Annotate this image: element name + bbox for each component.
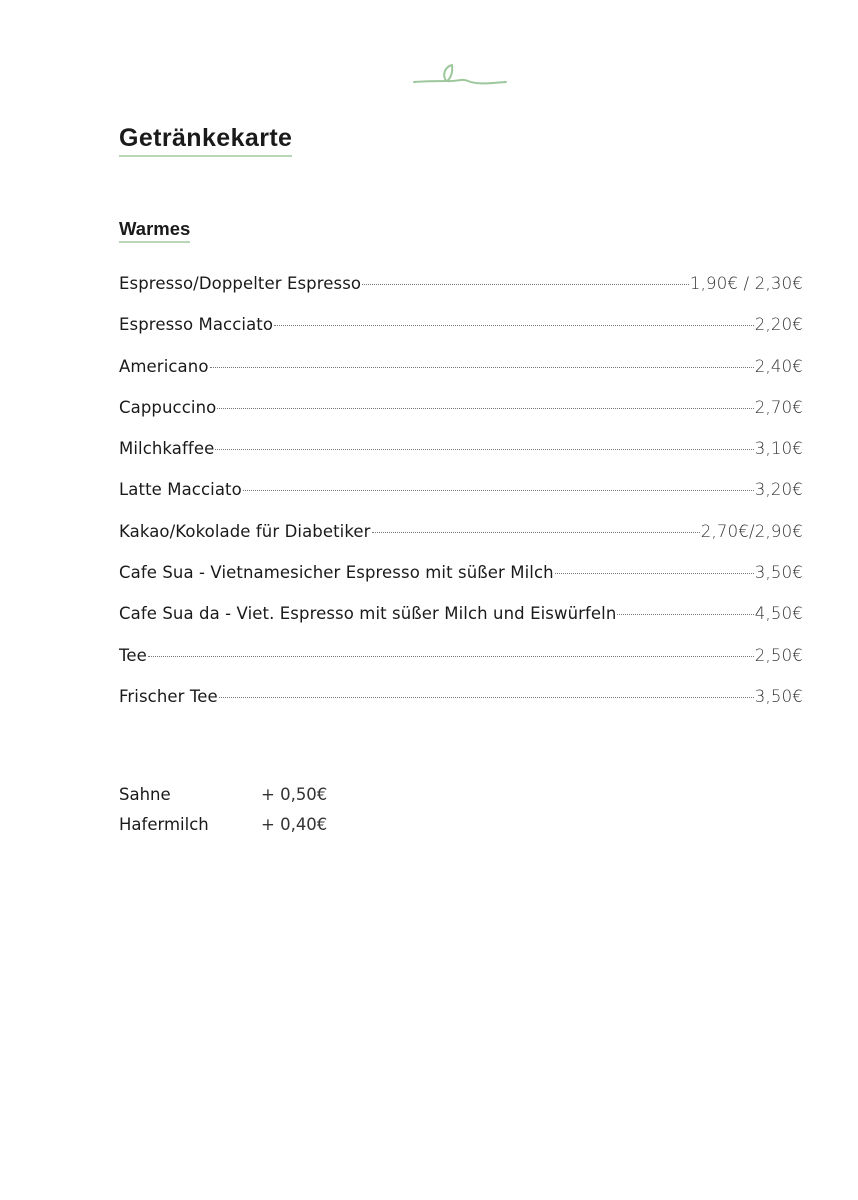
dot-leader <box>555 573 754 574</box>
item-price: 3,50€ <box>754 686 803 706</box>
item-price: 2,20€ <box>754 315 803 335</box>
dot-leader <box>219 697 754 698</box>
dot-leader <box>617 614 753 615</box>
dot-leader <box>362 284 689 285</box>
dot-leader <box>210 367 754 368</box>
menu-item <box>119 593 803 634</box>
menu-item <box>119 469 803 510</box>
item-name: Tee <box>119 645 147 665</box>
menu-item <box>119 676 803 717</box>
item-name: Cafe Sua - Vietnamesicher Espresso mit süßer Milch <box>119 563 554 583</box>
page-title: Getränkekarte <box>119 122 292 157</box>
section-title-warmes: Warmes <box>119 218 190 243</box>
item-price: 4,50€ <box>754 604 803 624</box>
menu-item <box>119 428 803 469</box>
item-price: 3,10€ <box>754 439 803 459</box>
item-name: Milchkaffee <box>119 439 215 459</box>
menu-item <box>119 263 803 304</box>
leaf-vine-icon <box>412 60 508 90</box>
extra-name: Sahne <box>119 785 171 804</box>
extra-price: + 0,50€ <box>261 785 328 804</box>
extra-item <box>119 780 327 810</box>
item-name: Frischer Tee <box>119 686 218 706</box>
item-price: 3,20€ <box>754 480 803 500</box>
item-name: Kakao/Kokolade für Diabetiker <box>119 521 371 541</box>
dot-leader <box>243 490 754 491</box>
item-name: Cappuccino <box>119 397 217 417</box>
menu-item <box>119 346 803 387</box>
dot-leader <box>217 408 753 409</box>
item-name: Americano <box>119 356 209 376</box>
menu-item <box>119 552 803 593</box>
menu-item <box>119 635 803 676</box>
dot-leader <box>274 325 754 326</box>
extra-name: Hafermilch <box>119 815 209 834</box>
item-price: 1,90€ / 2,30€ <box>689 274 803 293</box>
menu-item <box>119 304 803 345</box>
item-price: 2,40€ <box>754 356 803 376</box>
item-price: 2,50€ <box>754 645 803 665</box>
drink-menu-list <box>119 263 803 717</box>
extra-price: + 0,40€ <box>261 815 328 834</box>
item-price: 2,70€/2,90€ <box>700 521 803 541</box>
extras-list <box>119 780 327 840</box>
menu-item <box>119 511 803 552</box>
item-name: Latte Macciato <box>119 480 242 500</box>
menu-item <box>119 387 803 428</box>
dot-leader <box>372 532 700 533</box>
extra-item <box>119 810 327 840</box>
item-name: Espresso/Doppelter Espresso <box>119 274 362 293</box>
item-price: 3,50€ <box>754 563 803 583</box>
dot-leader <box>215 449 753 450</box>
dot-leader <box>148 656 754 657</box>
item-price: 2,70€ <box>754 397 803 417</box>
item-name: Cafe Sua da - Viet. Espresso mit süßer Milch und Eiswürfeln <box>119 604 617 624</box>
item-name: Espresso Macciato <box>119 315 274 335</box>
